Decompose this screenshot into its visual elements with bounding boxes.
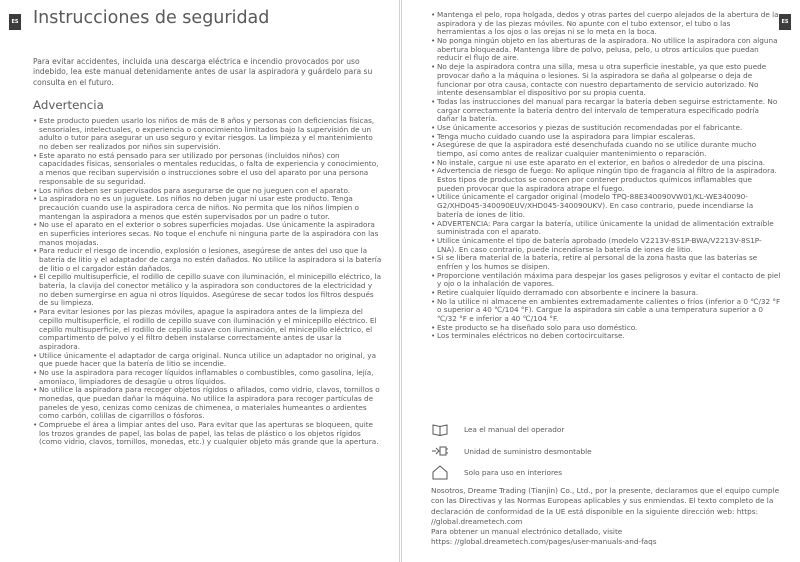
- symbol-label: Solo para uso en interiores: [464, 467, 563, 477]
- list-item: • No ponga ningún objeto en las aberturas de la aspiradora. No utilice la aspiradora con alguna abertura bloqueada. Mantenga libre de polvo, pelusa, pelo, u otros artículos que puedan reducir el flujo de aire.: [431, 37, 781, 63]
- house-icon: [431, 464, 449, 480]
- list-item: • Los niños deben ser supervisados para asegurarse de que no jueguen con el aparato.: [33, 187, 383, 196]
- list-item: • No instale, cargue ni use este aparato en el exterior, en baños o alrededor de una piscina.: [431, 159, 781, 168]
- list-item: • El cepillo multisuperficie, el rodillo de cepillo suave con iluminación, el minicepillo eléctrico, la batería, la clavija del conector metálico y la aspiradora son conductores de la electricidad y no deben sumergirse en agua ni otros líquidos. Asegúrese de secar todos los filtros después de su limpieza.: [33, 273, 383, 308]
- list-item: • Este producto se ha diseñado solo para uso doméstico.: [431, 324, 781, 333]
- intro-paragraph: Para evitar accidentes, incluida una descarga eléctrica e incendio provocados por uso indebido, lea este manual detenidamente antes de usar la aspiradora y guárdelo para su consulta en el futuro.: [33, 57, 373, 87]
- list-item: • Para evitar lesiones por las piezas móviles, apague la aspiradora antes de la limpieza del cepillo multisuperficie, el rodillo de cepillo suave con iluminación y el minicepillo eléctrico. El cepillo multisuperficie, el rodillo de cepillo suave con iluminación, el minicepillo eléctrico, el compartimento de polvo y el filtro deben instalarse correctamente antes de usar la aspiradora.: [33, 308, 383, 351]
- list-item: • Los terminales eléctricos no deben cortocircuitarse.: [431, 332, 781, 341]
- list-item: • Retire cualquier líquido derramado con absorbente e incinere la basura.: [431, 289, 781, 298]
- list-item: • Compruebe el área a limpiar antes del uso. Para evitar que las aperturas se bloqueen, quite los trozos grandes de papel, las bolas de papel, las telas de plástico o los objetos rígidos (como vidrio, clavos, tornillos, monedas, etc.) y cualquier objeto más grande que la apertura.: [33, 421, 383, 447]
- conformity-declaration: [431, 486, 781, 548]
- manual-url: https: //global.dreametech.com/pages/user-manuals-and-faqs: [431, 537, 657, 547]
- list-item: • Si se libera material de la batería, retire al personal de la zona hasta que las baterías se enfríen y los humos se disipen.: [431, 254, 781, 271]
- list-item: • No la utilice ni almacene en ambientes extremadamente calientes o fríos (inferior a 0 ℃/32 °F o superior a 40 ℃/104 °F). Cargue la aspiradora sin cable a una temperatura superior a 0 ℃/32 °F e inferior a 40 ℃/104 °F.: [431, 298, 781, 324]
- list-item: • Utilice únicamente el tipo de batería aprobado (modelo V2213V-8S1P-BWA/V2213V-8S1P-LNA). En caso contrario, puede incendiarse la batería de iones de litio.: [431, 237, 781, 254]
- language-tab: ES: [9, 14, 21, 30]
- list-item: • No deje la aspiradora contra una silla, mesa u otra superficie inestable, ya que esto puede provocar daño a la máquina o lesiones. Si la aspiradora se daña al golpearse o deja de funcionar por otra causa, contacte con nuestro departamento de servicio autorizado. No intente desensamblar el dispositivo por su propia cuenta.: [431, 63, 781, 98]
- declaration-text: Nosotros, Dreame Trading (Tianjin) Co., Ltd., por la presente, declaramos que el equipo cumple con las Directivas y las Normas Europeas aplicables y sus enmiendas. El texto completo de la declaración de conformidad de la UE está disponible en la siguiente dirección web: https: //global.dreametech.com: [431, 486, 780, 526]
- list-item: • Este producto pueden usarlo los niños de más de 8 años y personas con deficiencias físicas, sensoriales, intelectuales, o experiencia o conocimiento limitados bajo la supervisión de un adulto o tutor para asegurar un uso seguro y evitar riesgos. La limpieza y el mantenimiento no deben ser realizados por niños sin supervisión.: [33, 117, 383, 152]
- list-item: • Este aparato no está pensado para ser utilizado por personas (incluidos niños) con capacidades físicas, sensoriales o mentales reducidas, o falta de experiencia y conocimiento, a menos que reciban supervisión o instrucciones sobre el uso del aparato por una persona responsable de su seguridad.: [33, 152, 383, 187]
- warning-heading: Advertencia: [33, 98, 104, 112]
- list-item: • Mantenga el pelo, ropa holgada, dedos y otras partes del cuerpo alejados de la abertura de la aspiradora y de las piezas móviles. No apunte con el tubo extensor, el tubo o las herramientas a los ojos o las orejas ni se lo meta en la boca.: [431, 11, 781, 37]
- list-item: • Utilice únicamente el adaptador de carga original. Nunca utilice un adaptador no original, ya que puede hacer que la batería de litio se incendie.: [33, 352, 383, 369]
- page-title: Instrucciones de seguridad: [33, 8, 270, 28]
- symbol-row-supply: [431, 443, 592, 459]
- list-item: • La aspiradora no es un juguete. Los niños no deben jugar ni usar este producto. Tenga precaución cuando use la aspiradora cerca de niños. No permita que los niños limpien o mantengan la aspiradora a menos que estén supervisados por un padre o tutor.: [33, 195, 383, 221]
- symbol-label: Lea el manual del operador: [464, 424, 565, 434]
- symbol-row-indoor: [431, 464, 562, 480]
- list-item: • Proporcione ventilación máxima para despejar los gases peligrosos y evitar el contacto de piel y ojo o la inhalación de vapores.: [431, 272, 781, 289]
- warning-list-right: [431, 11, 781, 341]
- list-item: • Use únicamente accesorios y piezas de sustitución recomendadas por el fabricante.: [431, 124, 781, 133]
- manual-hint: Para obtener un manual electrónico detallado, visite: [431, 527, 623, 537]
- list-item: • Para reducir el riesgo de incendio, explosión o lesiones, asegúrese de antes del uso que la batería de litio y el adaptador de carga no estén dañados. No utilice la aspiradora si la batería de litio o el cargador están dañados.: [33, 247, 383, 273]
- list-item: • Todas las instrucciones del manual para recargar la batería deben seguirse estrictamente. No cargar correctamente la batería dentro del intervalo de temperatura especificado podría dañar la batería.: [431, 98, 781, 124]
- list-item: • Tenga mucho cuidado cuando use la aspiradora para limpiar escaleras.: [431, 133, 781, 142]
- symbol-row-manual: [431, 421, 564, 437]
- open-book-icon: [431, 421, 449, 437]
- list-item: • ADVERTENCIA: Para cargar la batería, utilice únicamente la unidad de alimentación extraíble suministrada con el aparato.: [431, 220, 781, 237]
- list-item: • Asegúrese de que la aspiradora esté desenchufada cuando no se utilice durante mucho tiempo, así como antes de realizar cualquier mantenimiento o reparación.: [431, 141, 781, 158]
- list-item: • Advertencia de riesgo de fuego: No aplique ningún tipo de fragancia al filtro de la aspiradora. Estos tipos de productos se conocen por contener productos químicos inflamables que pueden provocar que la aspiradora atrape el fuego.: [431, 167, 781, 193]
- list-item: • No use el aparato en el exterior o sobres superficies mojadas. Use únicamente la aspiradora en superficies interiores secas. No toque el enchufe ni ninguna parte de la aspiradora con las manos mojadas.: [33, 221, 383, 247]
- right-page: [401, 0, 800, 562]
- language-tab: ES: [779, 14, 791, 30]
- symbol-label: Unidad de suministro desmontable: [464, 446, 592, 456]
- list-item: • No use la aspiradora para recoger líquidos inflamables o combustibles, como gasolina, lejía, amoniaco, limpiadores de desagüe u otros líquidos.: [33, 369, 383, 386]
- detachable-supply-icon: [431, 443, 449, 459]
- list-item: • Utilice únicamente el cargador original (modelo TPQ-88E340090VW01/KL-WE340090-G2/XHD045-340090EUV/XHD045-340090UKV). En caso contrario, puede incendiarse la batería de iones de litio.: [431, 193, 781, 219]
- warning-list-left: [33, 117, 383, 447]
- list-item: • No utilice la aspiradora para recoger objetos rígidos o afilados, como vidrio, clavos, tornillos o monedas, que puedan dañar la máquina. No utilice la aspiradora para recoger partículas de paneles de yeso, cenizas como cenizas de chimenea, o materiales humeantes o ardientes como carbón, colillas de cigarrillos o fósforos.: [33, 386, 383, 421]
